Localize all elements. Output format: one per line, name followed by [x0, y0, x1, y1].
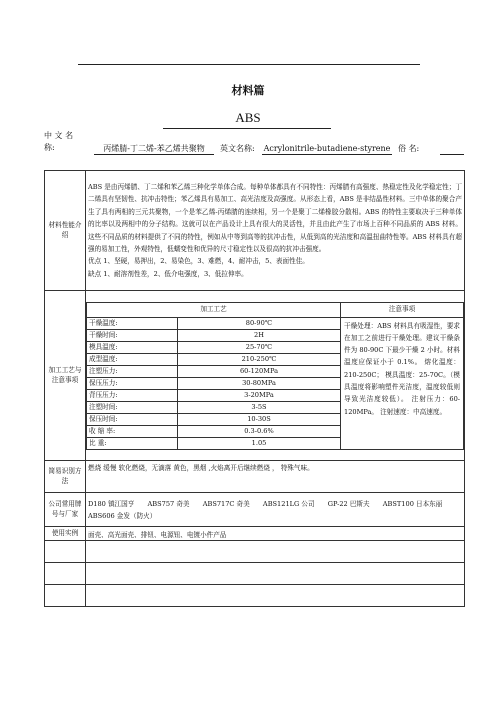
- chinese-name-value: 丙烯腈-丁二烯-苯乙烯共聚物: [94, 143, 214, 155]
- param-value: 210-250℃: [178, 353, 341, 365]
- param-name: 保压时间:: [87, 413, 178, 425]
- subtitle-underline: [163, 128, 331, 129]
- performance-label: 材料性能介 绍: [45, 171, 86, 291]
- notes-text: 干燥处理：ABS 材料具有吸湿性，要求在加工之前进行干燥处理。建议干燥条件为 80-90C 下最少干燥 2 小时。材料温度应保证小于 0.1%。 熔化温度：210-250C； 模具温度：25-70C。（模具温度将影响塑件光洁度，温度较低则导致光洁度较低）。 注射压力：60-120MPa。 注射速度：中高速度。: [344, 321, 460, 416]
- processing-table: [86, 302, 464, 450]
- material-subtitle: ABS: [235, 110, 261, 125]
- param-name: 保压压力:: [87, 377, 178, 389]
- param-value: 1.05: [178, 437, 341, 449]
- performance-row: [45, 171, 465, 291]
- usage-label: 使用实例: [45, 527, 86, 541]
- blank-cell: [45, 585, 86, 607]
- blank-cell: [86, 563, 465, 585]
- usage-text: 面壳、高光面壳、排钮、电源钮、电镀小件产品: [86, 527, 465, 541]
- param-name: 注塑压力:: [87, 365, 178, 377]
- param-value: 3-20MPa: [178, 389, 341, 401]
- brands-row: [45, 493, 465, 527]
- process-header: 加工工艺: [87, 302, 341, 317]
- alias-value: [440, 143, 464, 155]
- english-name-value: Acrylonitrile-butadiene-styrene: [263, 144, 391, 153]
- processing-row: [45, 291, 465, 461]
- param-name: 成型温度:: [87, 353, 178, 365]
- param-value: 3-5S: [178, 401, 341, 413]
- blank-cell: [45, 563, 86, 585]
- param-name: 背压压力:: [87, 389, 178, 401]
- param-name: 收 缩 率:: [87, 425, 178, 437]
- english-name-label: 英文名称:: [220, 144, 255, 153]
- param-value: 30-80MPa: [178, 377, 341, 389]
- performance-text: ABS 是由丙烯腈、丁二烯和苯乙烯三种化学单体合成。每种单体都具有不同特性：丙烯腈有高强度、热稳定性及化学稳定性；丁二烯具有坚韧性、抗冲击特性；苯乙烯具有易加工、高光洁度及高强度。从形态上看，ABS 是非结晶性材料。三中单体的聚合产生了具有两相的三元共聚物，一个是苯乙烯-丙烯腈的连续相，另一个是聚丁二烯橡胶分散相。ABS 的特性主要取决于三种单体的比率以及两相中的分子结构。这就可以在产品设计上具有很大的灵活性，并且由此产生了市场上百种不同品质的 ABS 材料。这些不同品质的材料提供了不同的特性，例如从中等到高等的抗冲击性，从低到高的光洁度和高温扭曲特性等。ABS 材料具有超强的易加工性，外观特性，低蠕变性和优异的尺寸稳定性以及很高的抗冲击强度。: [88, 182, 462, 253]
- param-name: 干燥时间:: [87, 329, 178, 341]
- identify-text: 燃烧 缓慢 软化燃烧，无滴落 黄色，黑烟 ,火焰离开后继续燃烧 ， 特殊气味。: [86, 461, 465, 493]
- blank-cell: [86, 541, 465, 563]
- param-name: 模具温度:: [87, 341, 178, 353]
- param-value: 10-30S: [178, 413, 341, 425]
- blank-row: [45, 585, 465, 607]
- param-value: 0.3-0.6%: [178, 425, 341, 437]
- param-name: 干燥温度:: [87, 317, 178, 329]
- param-value: 80-90℃: [178, 317, 341, 329]
- performance-pros: 优点 1、坚硬，易押出，2、易染色，3、难燃，4、耐冲击，5、表面性佳。: [88, 257, 309, 266]
- param-value: 2H: [178, 329, 341, 341]
- identify-row: [45, 461, 465, 493]
- blank-row: [45, 541, 465, 563]
- brands-text: D180 镇江国亨 ABS757 奇美 ABS717C 奇美 ABS121LG 公司 GP-22 巴斯夫 ABST100 日本东丽 ABS606 金发（防火）: [86, 493, 465, 527]
- performance-cell: [86, 171, 465, 291]
- brands-label: 公司常用牌号与厂家: [45, 493, 86, 527]
- identify-label: 简易识别方法: [45, 461, 86, 493]
- processing-cell: [86, 291, 465, 461]
- blank-cell: [86, 585, 465, 607]
- blank-row: [45, 563, 465, 585]
- param-name: 比 重:: [87, 437, 178, 449]
- blank-cell: [45, 541, 86, 563]
- alias-label: 俗 名:: [398, 144, 420, 153]
- usage-row: [45, 527, 465, 541]
- processing-label: 加工工艺与注意事项: [45, 291, 86, 461]
- top-rule: [78, 64, 420, 65]
- material-table: [44, 170, 465, 607]
- notes-cell: [341, 317, 464, 449]
- page-title: 材料篇: [231, 84, 265, 97]
- param-name: 注塑时间:: [87, 401, 178, 413]
- performance-cons: 缺点 1、耐溶剂性差，2、低介电强度，3、低拉伸率。: [88, 269, 248, 278]
- param-value: 25-70℃: [178, 341, 341, 353]
- param-value: 60-120MPa: [178, 365, 341, 377]
- param-row: [87, 317, 464, 329]
- notes-header: 注意事项: [341, 302, 464, 317]
- chinese-name-label: 中 文 名 称:: [44, 131, 74, 152]
